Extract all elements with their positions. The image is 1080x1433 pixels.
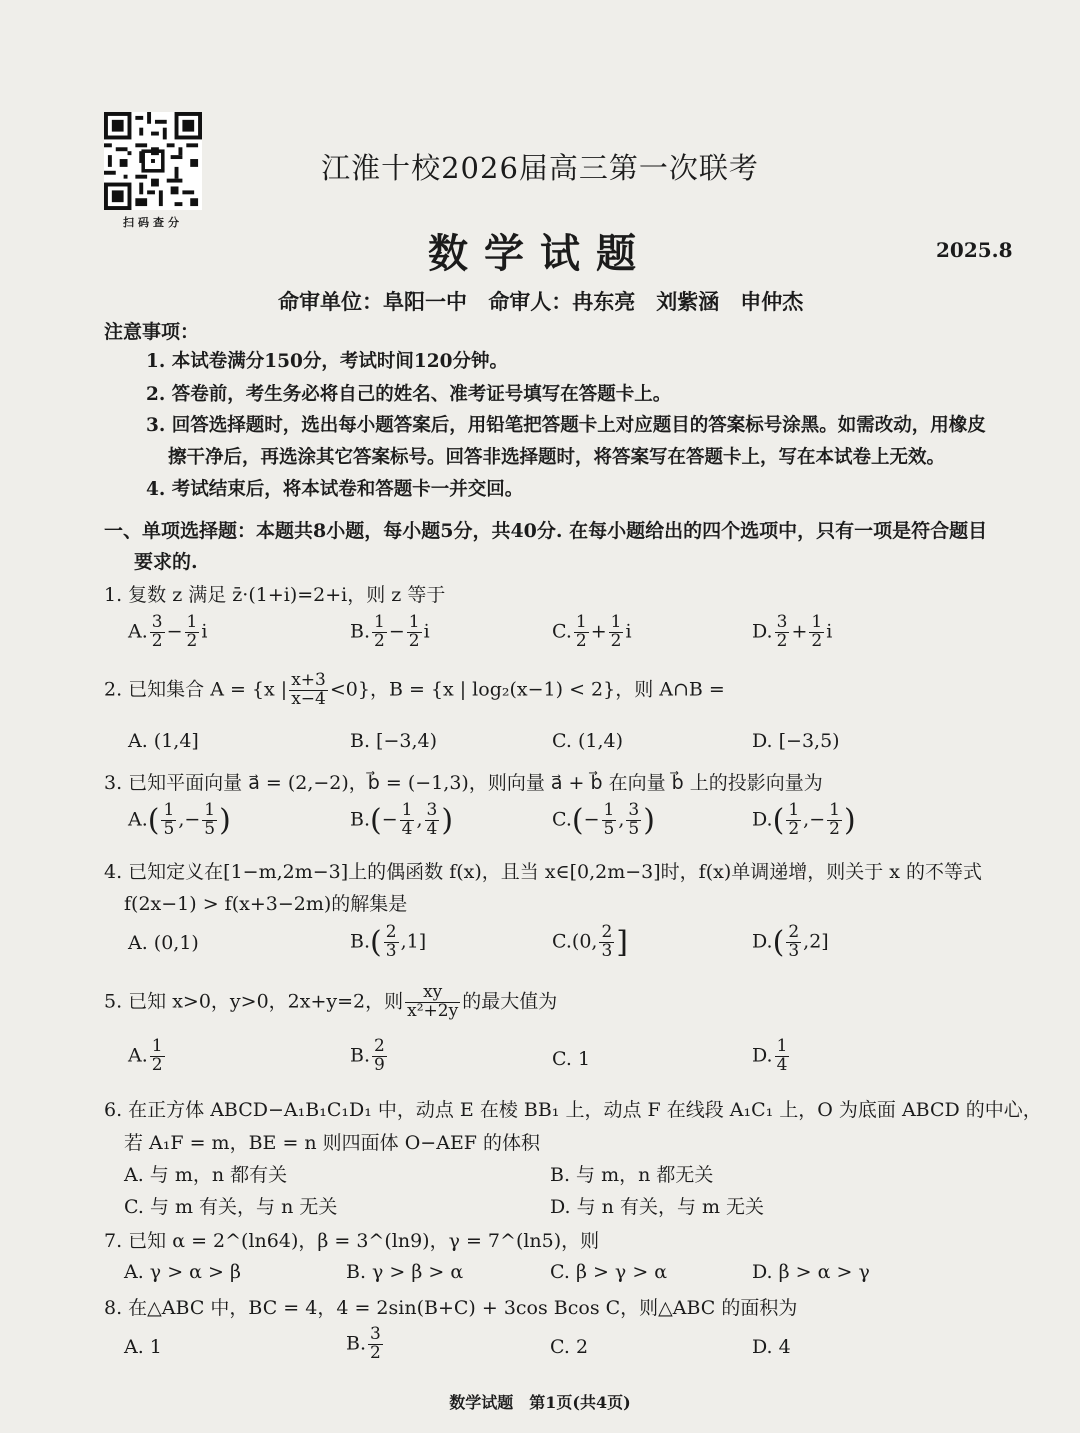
exam-date: 2025.8 [936, 238, 1013, 262]
question-6-option-d: D. 与 n 有关，与 m 无关 [550, 1196, 765, 1218]
notice-item: 3. 回答选择题时，选出每小题答案后，用铅笔把答题卡上对应题目的答案标号涂黑。如需改动，用橡皮 [146, 415, 986, 436]
question-3-option-d: D.( $\frac{1}{2}$ ,− $\frac{1}{2}$ ) [752, 800, 856, 839]
question-2-option-b: B. [−3,4) [350, 730, 438, 752]
question-4-option-a: A. (0,1) [128, 932, 199, 954]
question-1-option-a: A. $\frac{3}{2}$ − $\frac{1}{2}$ i [128, 612, 208, 651]
question-5-stem: 5. 已知 x>0，y>0，2x+y=2，则 $\frac{xy}{\text{x²+2y}}$ 的最大值为 [104, 982, 558, 1021]
question-8-option-c: C. 2 [550, 1336, 589, 1358]
question-6-option-a: A. 与 m，n 都有关 [124, 1164, 288, 1186]
question-2-stem: 2. 已知集合 A = {x | $\frac{x+3}{x-4}$ <0}，B = {x | log₂(x−1) < 2}，则 A∩B = [104, 670, 725, 709]
question-8-stem: 8. 在△ABC 中，BC = 4，4 = 2sin(B+C) + 3cos Bcos C，则△ABC 的面积为 [104, 1297, 798, 1319]
question-6-stem-cont: 若 A₁F = m，BE = n 则四面体 O−AEF 的体积 [124, 1132, 541, 1154]
exam-title: 江淮十校2026届高三第一次联考 [321, 151, 759, 185]
question-8-option-a: A. 1 [124, 1336, 162, 1358]
section-heading-cont: 要求的. [134, 551, 198, 573]
authors-line [278, 286, 817, 316]
author-reviewers: 命审人：冉东亮 刘紫涵 申仲杰 [488, 289, 804, 314]
question-4-stem-cont: f(2x−1) > f(x+3−2m)的解集是 [124, 893, 408, 915]
question-7-option-b: B. γ > β > α [346, 1261, 464, 1283]
question-2-option-d: D. [−3,5) [752, 730, 840, 752]
notice-item: 4. 考试结束后，将本试卷和答题卡一并交回。 [146, 479, 524, 500]
question-2-option-c: C. (1,4) [552, 730, 623, 752]
question-5-option-d: D. $\frac{1}{4}$ [752, 1036, 788, 1075]
question-1-option-d: D. $\frac{3}{2}$ + $\frac{1}{2}$ i [752, 612, 833, 651]
question-3-option-c: C.(− $\frac{1}{5}$ , $\frac{3}{5}$ ) [552, 800, 655, 839]
question-8-option-d: D. 4 [752, 1336, 791, 1358]
notice-item: 2. 答卷前，考生务必将自己的姓名、准考证号填写在答题卡上。 [146, 384, 672, 405]
question-4-stem: 4. 已知定义在[1−m,2m−3]上的偶函数 f(x)，且当 x∈[0,2m−3]时，f(x)单调递增，则关于 x 的不等式 [104, 861, 983, 883]
question-1-option-b: B. $\frac{1}{2}$ − $\frac{1}{2}$ i [350, 612, 430, 651]
question-8-option-b: B. $\frac{3}{2}$ [346, 1324, 381, 1363]
question-6-stem: 6. 在正方体 ABCD−A₁B₁C₁D₁ 中，动点 E 在棱 BB₁ 上，动点 F 在线段 A₁C₁ 上，O 为底面 ABCD 的中心， [104, 1099, 1042, 1121]
question-4-option-d: D.( $\frac{2}{3}$ ,2] [752, 922, 829, 961]
question-5-option-a: A. $\frac{1}{2}$ [128, 1036, 163, 1075]
question-7-option-c: C. β > γ > α [550, 1261, 668, 1283]
question-7-stem: 7. 已知 α = 2^(ln64)，β = 3^(ln9)，γ = 7^(ln5)，则 [104, 1230, 600, 1252]
question-3-option-a: A.( $\frac{1}{5}$ ,− $\frac{1}{5}$ ) [128, 800, 231, 839]
notice-heading: 注意事项： [104, 321, 200, 343]
page-footer: 数学试题 第1页(共4页) [449, 1393, 631, 1412]
notice-item: 擦干净后，再选涂其它答案标号。回答非选择题时，将答案写在答题卡上，写在本试卷上无效。 [168, 447, 946, 468]
question-1-stem: 1. 复数 z 满足 z̄·(1+i)=2+i，则 z 等于 [104, 584, 446, 606]
question-6-option-c: C. 与 m 有关，与 n 无关 [124, 1196, 338, 1218]
subject-title: 数学试题 [428, 230, 652, 277]
question-4-option-b: B.( $\frac{2}{3}$ ,1] [350, 922, 427, 961]
question-7-option-a: A. γ > α > β [124, 1261, 241, 1283]
section-heading: 一、单项选择题：本题共8小题，每小题5分，共40分. 在每小题给出的四个选项中，只有一项是符合题目 [104, 520, 988, 542]
question-3-stem: 3. 已知平面向量 a⃗ = (2,−2)，b⃗ = (−1,3)，则向量 a⃗ + b⃗ 在向量 b⃗ 上的投影向量为 [104, 772, 823, 794]
question-3-option-b: B.(− $\frac{1}{4}$ , $\frac{3}{4}$ ) [350, 800, 454, 839]
question-1-option-c: C. $\frac{1}{2}$ + $\frac{1}{2}$ i [552, 612, 632, 651]
question-2-option-a: A. (1,4] [128, 730, 199, 752]
question-6-option-b: B. 与 m，n 都无关 [550, 1164, 714, 1186]
notice-item: 1. 本试卷满分150分，考试时间120分钟。 [146, 351, 508, 372]
author-unit: 命审单位：阜阳一中 [278, 289, 467, 314]
question-7-option-d: D. β > α > γ [752, 1261, 870, 1283]
qr-caption: 扫码查分 [123, 216, 183, 229]
question-5-option-b: B. $\frac{2}{9}$ [350, 1036, 385, 1075]
question-4-option-c: C.(0, $\frac{2}{3}$ ] [552, 922, 628, 961]
question-5-option-c: C. 1 [552, 1048, 591, 1070]
